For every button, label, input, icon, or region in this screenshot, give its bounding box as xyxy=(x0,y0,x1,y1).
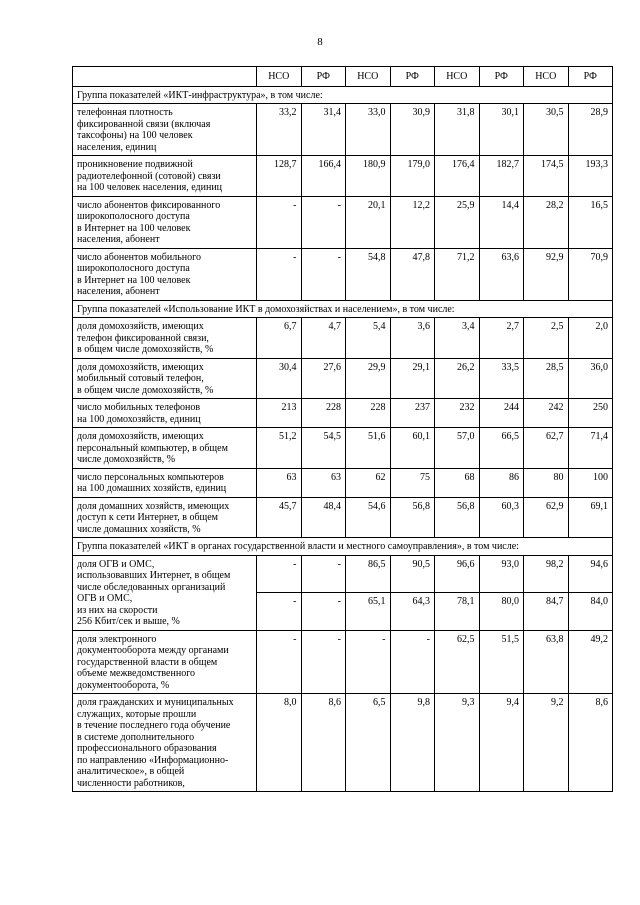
value-cell: 193,3 xyxy=(568,156,613,197)
value-cell: 20,1 xyxy=(346,196,391,248)
group-header-row xyxy=(73,86,613,104)
value-cell: - xyxy=(346,630,391,694)
table-row xyxy=(73,399,613,428)
value-cell: 9,4 xyxy=(479,694,524,792)
table-row xyxy=(73,555,613,593)
value-cell: 62,5 xyxy=(435,630,480,694)
value-cell: 51,6 xyxy=(346,428,391,469)
value-cell: - xyxy=(257,593,302,631)
value-cell: 31,4 xyxy=(301,104,346,156)
value-cell: 16,5 xyxy=(568,196,613,248)
indicator-label: число абонентов фиксированного широкополосного доступа в Интернет на 100 человек населения, абонент xyxy=(73,196,257,248)
indicator-label: доля домохозяйств, имеющих телефон фиксированной связи, в общем числе домохозяйств, % xyxy=(73,318,257,359)
value-cell: 29,1 xyxy=(390,358,435,399)
value-cell: 179,0 xyxy=(390,156,435,197)
header-cell: НСО xyxy=(257,67,302,87)
value-cell: 54,5 xyxy=(301,428,346,469)
value-cell: 182,7 xyxy=(479,156,524,197)
value-cell: 30,1 xyxy=(479,104,524,156)
table-body xyxy=(73,86,613,792)
value-cell: 80,0 xyxy=(479,593,524,631)
value-cell: 228 xyxy=(301,399,346,428)
value-cell: 228 xyxy=(346,399,391,428)
value-cell: 71,2 xyxy=(435,248,480,300)
value-cell: - xyxy=(301,593,346,631)
ict-indicators-table xyxy=(72,66,613,792)
indicator-label: число абонентов мобильного широкополосного доступа в Интернет на 100 человек населения, абонент xyxy=(73,248,257,300)
value-cell: 49,2 xyxy=(568,630,613,694)
group-title: Группа показателей «Использование ИКТ в домохозяйствах и населением», в том числе: xyxy=(73,300,613,318)
value-cell: 3,6 xyxy=(390,318,435,359)
value-cell: 48,4 xyxy=(301,497,346,538)
indicator-label: доля ОГВ и ОМС, использовавших Интернет, в общем числе обследованных организаций ОГВ и ОМС, из них на скорости 256 Кбит/сек и выше, % xyxy=(73,555,257,630)
value-cell: 30,9 xyxy=(390,104,435,156)
value-cell: 4,7 xyxy=(301,318,346,359)
value-cell: 86 xyxy=(479,468,524,497)
table-row xyxy=(73,104,613,156)
value-cell: 28,9 xyxy=(568,104,613,156)
value-cell: 232 xyxy=(435,399,480,428)
value-cell: 45,7 xyxy=(257,497,302,538)
table-row xyxy=(73,497,613,538)
header-cell: НСО xyxy=(346,67,391,87)
value-cell: 31,8 xyxy=(435,104,480,156)
table-row xyxy=(73,468,613,497)
indicator-label: число мобильных телефонов на 100 домохозяйств, единиц xyxy=(73,399,257,428)
value-cell: 80 xyxy=(524,468,569,497)
value-cell: 176,4 xyxy=(435,156,480,197)
group-header-row xyxy=(73,300,613,318)
table-row xyxy=(73,196,613,248)
group-header-row xyxy=(73,538,613,556)
value-cell: 71,4 xyxy=(568,428,613,469)
value-cell: - xyxy=(301,196,346,248)
header-cell: РФ xyxy=(479,67,524,87)
value-cell: 6,5 xyxy=(346,694,391,792)
value-cell: 56,8 xyxy=(390,497,435,538)
value-cell: 54,8 xyxy=(346,248,391,300)
value-cell: - xyxy=(301,555,346,593)
indicator-label: телефонная плотность фиксированной связи (включая таксофоны) на 100 человек населения, единиц xyxy=(73,104,257,156)
value-cell: 2,7 xyxy=(479,318,524,359)
value-cell: 8,6 xyxy=(568,694,613,792)
value-cell: 56,8 xyxy=(435,497,480,538)
value-cell: 64,3 xyxy=(390,593,435,631)
value-cell: - xyxy=(257,555,302,593)
value-cell: 57,0 xyxy=(435,428,480,469)
value-cell: 242 xyxy=(524,399,569,428)
value-cell: - xyxy=(301,630,346,694)
value-cell: 33,2 xyxy=(257,104,302,156)
table-row xyxy=(73,248,613,300)
value-cell: 6,7 xyxy=(257,318,302,359)
value-cell: 51,5 xyxy=(479,630,524,694)
value-cell: 69,1 xyxy=(568,497,613,538)
value-cell: 47,8 xyxy=(390,248,435,300)
value-cell: 244 xyxy=(479,399,524,428)
group-title: Группа показателей «ИКТ в органах государственной власти и местного самоуправления», в том числе: xyxy=(73,538,613,556)
value-cell: 60,1 xyxy=(390,428,435,469)
group-title: Группа показателей «ИКТ-инфраструктура», в том числе: xyxy=(73,86,613,104)
header-cell: РФ xyxy=(301,67,346,87)
value-cell: 63 xyxy=(257,468,302,497)
value-cell: 62,7 xyxy=(524,428,569,469)
value-cell: 33,0 xyxy=(346,104,391,156)
value-cell: 51,2 xyxy=(257,428,302,469)
value-cell: 63,8 xyxy=(524,630,569,694)
value-cell: - xyxy=(257,630,302,694)
value-cell: 3,4 xyxy=(435,318,480,359)
indicator-label: число персональных компьютеров на 100 домашних хозяйств, единиц xyxy=(73,468,257,497)
value-cell: 9,8 xyxy=(390,694,435,792)
indicator-label: доля домашних хозяйств, имеющих доступ к сети Интернет, в общем числе домашних хозяйств, % xyxy=(73,497,257,538)
value-cell: 237 xyxy=(390,399,435,428)
value-cell: 100 xyxy=(568,468,613,497)
value-cell: 2,5 xyxy=(524,318,569,359)
value-cell: - xyxy=(257,248,302,300)
value-cell: 62 xyxy=(346,468,391,497)
value-cell: 5,4 xyxy=(346,318,391,359)
value-cell: 25,9 xyxy=(435,196,480,248)
header-cell xyxy=(73,67,257,87)
value-cell: 33,5 xyxy=(479,358,524,399)
value-cell: 128,7 xyxy=(257,156,302,197)
value-cell: - xyxy=(390,630,435,694)
table-row xyxy=(73,694,613,792)
value-cell: 180,9 xyxy=(346,156,391,197)
table-row xyxy=(73,318,613,359)
value-cell: 70,9 xyxy=(568,248,613,300)
value-cell: 9,2 xyxy=(524,694,569,792)
value-cell: 86,5 xyxy=(346,555,391,593)
value-cell: 14,4 xyxy=(479,196,524,248)
value-cell: 84,7 xyxy=(524,593,569,631)
value-cell: 75 xyxy=(390,468,435,497)
value-cell: 9,3 xyxy=(435,694,480,792)
value-cell: - xyxy=(257,196,302,248)
value-cell: 29,9 xyxy=(346,358,391,399)
value-cell: 30,4 xyxy=(257,358,302,399)
value-cell: 65,1 xyxy=(346,593,391,631)
table-row xyxy=(73,358,613,399)
value-cell: 62,9 xyxy=(524,497,569,538)
value-cell: 166,4 xyxy=(301,156,346,197)
value-cell: 28,2 xyxy=(524,196,569,248)
table-row xyxy=(73,428,613,469)
value-cell: 26,2 xyxy=(435,358,480,399)
value-cell: 63,6 xyxy=(479,248,524,300)
value-cell: 66,5 xyxy=(479,428,524,469)
value-cell: 90,5 xyxy=(390,555,435,593)
value-cell: - xyxy=(301,248,346,300)
value-cell: 36,0 xyxy=(568,358,613,399)
value-cell: 2,0 xyxy=(568,318,613,359)
indicator-label: доля домохозяйств, имеющих персональный компьютер, в общем числе домохозяйств, % xyxy=(73,428,257,469)
value-cell: 93,0 xyxy=(479,555,524,593)
value-cell: 60,3 xyxy=(479,497,524,538)
value-cell: 63 xyxy=(301,468,346,497)
header-row xyxy=(73,67,613,87)
value-cell: 12,2 xyxy=(390,196,435,248)
indicator-label: доля электронного документооборота между органами государственной власти в общем объеме межведомственного документооборота, % xyxy=(73,630,257,694)
header-cell: РФ xyxy=(568,67,613,87)
table-row xyxy=(73,630,613,694)
value-cell: 96,6 xyxy=(435,555,480,593)
value-cell: 8,6 xyxy=(301,694,346,792)
header-cell: НСО xyxy=(524,67,569,87)
value-cell: 250 xyxy=(568,399,613,428)
header-cell: НСО xyxy=(435,67,480,87)
value-cell: 92,9 xyxy=(524,248,569,300)
value-cell: 98,2 xyxy=(524,555,569,593)
indicator-label: доля гражданских и муниципальных служащих, которые прошли в течение последнего года обучение в системе дополнительного профессионального образования по направлению «Информационно- аналитическое», в общей численности работников, xyxy=(73,694,257,792)
value-cell: 54,6 xyxy=(346,497,391,538)
indicator-label: доля домохозяйств, имеющих мобильный сотовый телефон, в общем числе домохозяйств, % xyxy=(73,358,257,399)
value-cell: 213 xyxy=(257,399,302,428)
value-cell: 8,0 xyxy=(257,694,302,792)
value-cell: 78,1 xyxy=(435,593,480,631)
page-number: 8 xyxy=(317,36,323,48)
value-cell: 94,6 xyxy=(568,555,613,593)
value-cell: 30,5 xyxy=(524,104,569,156)
value-cell: 174,5 xyxy=(524,156,569,197)
value-cell: 28,5 xyxy=(524,358,569,399)
indicator-label: проникновение подвижной радиотелефонной (сотовой) связи на 100 человек населения, единиц xyxy=(73,156,257,197)
value-cell: 27,6 xyxy=(301,358,346,399)
value-cell: 84,0 xyxy=(568,593,613,631)
header-cell: РФ xyxy=(390,67,435,87)
value-cell: 68 xyxy=(435,468,480,497)
table-row xyxy=(73,156,613,197)
